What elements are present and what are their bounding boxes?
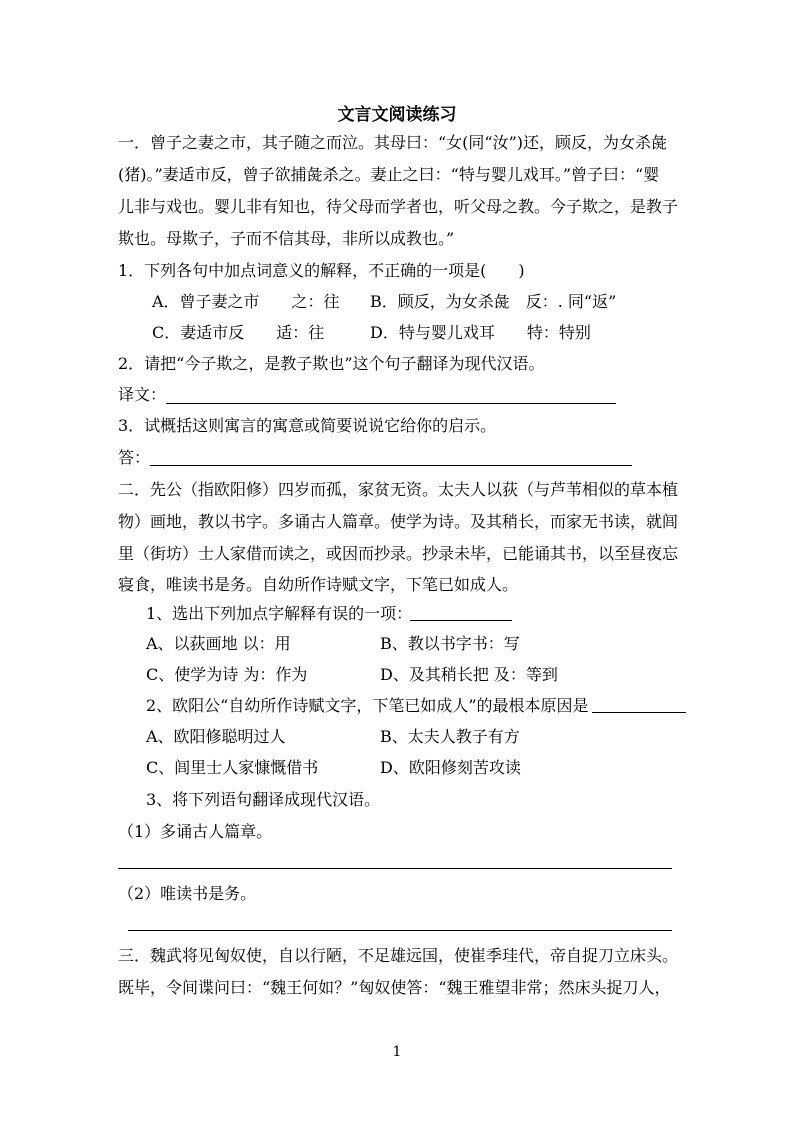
question-1-2-answer-label: 译文： bbox=[118, 385, 167, 404]
question-2-1-option-d: D、及其稍长把 及：等到 bbox=[380, 665, 558, 684]
question-2-3-item-2: （2）唯读书是务。 bbox=[118, 884, 257, 903]
question-2-2-option-d: D、欧阳修刻苦攻读 bbox=[380, 758, 521, 777]
question-2-1-option-a: A、以荻画地 以：用 bbox=[146, 634, 291, 653]
question-1-1-option-d: D．特与婴儿戏耳 特：特别 bbox=[370, 323, 591, 342]
passage-1-line-2: (猪)。”妻适市反，曾子欲捕彘杀之。妻止之曰：“特与婴儿戏耳。”曾子曰：“婴 bbox=[118, 165, 660, 184]
question-1-1-option-c: C．妻适市反 适：往 bbox=[152, 323, 325, 342]
question-1-3-answer-line bbox=[150, 465, 632, 466]
passage-3-line-2: 既毕，令间谍问曰：“魏王何如？”匈奴使答：“魏王雅望非常；然床头捉刀人， bbox=[118, 978, 671, 997]
passage-2-line-3: 里（街坊）士人家借而读之，或因而抄录。抄录未毕，已能诵其书，以至昼夜忘 bbox=[118, 544, 679, 563]
passage-1-line-4: 欺也。母欺子，子而不信其母，非所以成教也。” bbox=[118, 229, 455, 248]
question-2-2: 2、欧阳公“自幼所作诗赋文字，下笔已如成人”的最根本原因是 bbox=[146, 696, 589, 715]
question-1-3: 3．试概括这则寓言的寓意或简要说说它给你的启示。 bbox=[118, 416, 497, 435]
question-1-3-answer-label: 答： bbox=[118, 448, 151, 467]
passage-2-line-4: 寝食，唯读书是务。自幼所作诗赋文字，下笔已如成人。 bbox=[118, 575, 519, 594]
passage-2-line-2: 物）画地，教以书字。多诵古人篇章。使学为诗。及其稍长，而家无书读，就闾 bbox=[118, 512, 679, 531]
question-2-2-option-a: A、欧阳修聪明过人 bbox=[146, 727, 286, 746]
question-2-3-item-1: （1）多诵古人篇章。 bbox=[118, 822, 273, 841]
passage-1-line-3: 儿非与戏也。婴儿非有知也，待父母而学者也，听父母之教。今子欺之，是教子 bbox=[118, 197, 679, 216]
question-2-3: 3、将下列语句翻译成现代汉语。 bbox=[146, 790, 381, 809]
question-2-1-option-b: B、教以书字书：写 bbox=[380, 634, 520, 653]
question-1-2-answer-line bbox=[166, 403, 616, 404]
question-2-1-option-c: C、使学为诗 为：作为 bbox=[146, 665, 308, 684]
page-number: 1 bbox=[392, 1044, 402, 1060]
question-1-1-option-a: A．曾子妻之市 之：往 bbox=[152, 292, 340, 311]
question-2-2-answer-line bbox=[592, 712, 686, 713]
question-2-2-option-c: C、闾里士人家慷慨借书 bbox=[146, 758, 319, 777]
passage-3-line-1: 三．魏武将见匈奴使，自以行陋，不足雄远国，使崔季珪代，帝自捉刀立床头。 bbox=[118, 946, 679, 965]
question-1-1-option-b: B．顾反，为女杀彘 反：. 同“返” bbox=[370, 292, 617, 311]
question-2-3-item-1-answer-line bbox=[118, 868, 672, 869]
question-2-1-answer-line bbox=[410, 620, 512, 621]
question-2-3-item-2-answer-line bbox=[128, 930, 672, 931]
passage-1-line-1: 一．曾子之妻之市，其子随之而泣。其母曰：“女(同“汝”)还，顾反，为女杀彘 bbox=[118, 133, 668, 152]
question-2-2-option-b: B、太夫人教子有方 bbox=[380, 727, 520, 746]
question-1-2: 2．请把“今子欺之，是教子欺也”这个句子翻译为现代汉语。 bbox=[118, 354, 545, 373]
page-title: 文言文阅读练习 bbox=[337, 105, 457, 125]
passage-2-line-1: 二．先公（指欧阳修）四岁而孤，家贫无资。太夫人以荻（与芦苇相似的草本植 bbox=[118, 480, 679, 499]
question-2-1: 1、选出下列加点字解释有误的一项： bbox=[146, 604, 413, 623]
question-1-1: 1．下列各句中加点词意义的解释，不正确的一项是( ) bbox=[118, 261, 525, 280]
